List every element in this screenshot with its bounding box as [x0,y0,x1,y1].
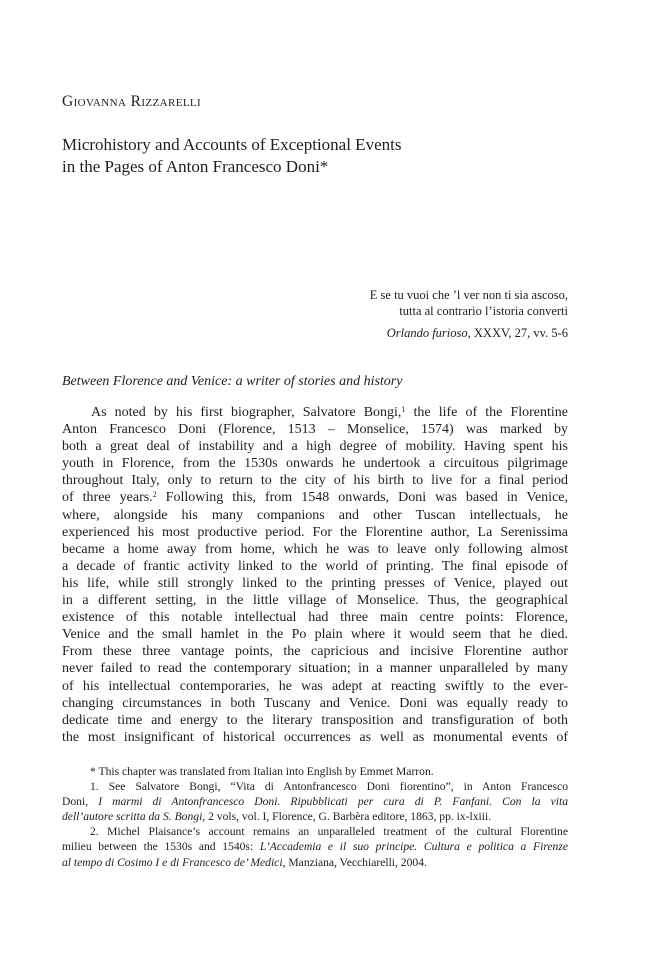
body-line: From these three vantage points, the capricious and incisive Florentine author [62,644,568,660]
chapter-title-line: in the Pages of Anton Francesco Doni* [62,157,329,176]
footnote-italic-run: I marmi di Antonfrancesco Doni. Ripubblicati per cura di P. Fanfani. Con la vita [98,795,569,809]
body-line: where, alongside his many companions and other Tuscan intellectuals, he [62,507,568,523]
footnote-text-run: , 2 vols, vol. I, Florence, G. Barbèra editore, 1863, pp. ix-lxiii. [202,810,492,824]
body-line: both a great deal of instability and a high degree of mobility. Having spent his [62,439,568,455]
epigraph [188,287,568,341]
footnote-1-line: 1. See Salvatore Bongi, “Vita di Antonfrancesco Doni fiorentino”, in Anton Francesco [90,780,568,794]
body-line: changing circumstances in both Tuscany and Venice. Doni was equally ready to [62,695,568,711]
body-line: experienced his most productive period. For the Florentine author, La Serenissima [62,524,568,540]
body-line: of his intellectual contemporaries, he was adept at reacting swiftly to the ever- [62,678,568,694]
footnote-ref: 1 [401,405,406,414]
body-line: throughout Italy, only to return to the city of his birth to live for a final period [62,473,568,489]
body-line: the most insignificant of historical occurrences as well as monumental events of [62,729,568,745]
footnote-text-run: , Manziana, Vecchiarelli, 2004. [282,855,427,869]
footnote-2-line: 2. Michel Plaisance’s account remains an unparalleled treatment of the cultural Florentine [90,825,568,839]
epigraph-line: tutta al contrario l’istoria converti [399,304,568,318]
epigraph-citation-work: Orlando furioso [386,326,468,340]
footnote-2-line [62,855,568,870]
footnote-1-line [62,809,568,824]
body-line: existence of this notable intellectual had three main centre points: Florence, [62,610,568,626]
chapter-author: Giovanna Rizzarelli [62,93,202,110]
body-text-run: of three years. [62,490,153,506]
section-heading: Between Florence and Venice: a writer of stories and history [62,374,403,389]
body-line: Venice and the small hamlet in the Po plain where it would seem that he died. [62,627,568,643]
footnote-italic-run: dell’autore scritta da S. Bongi [62,810,203,824]
footnote-ref: 2 [152,490,157,500]
epigraph-citation [188,325,568,341]
footnote-text-run: milieu between the 1530s and 1540s: [62,840,260,854]
body-line: never failed to read the contemporary situation; in a manner unparalleled by many [62,661,568,677]
body-paragraph [62,404,568,746]
body-text-run: As noted by his first biographer, Salvatore Bongi, [91,405,402,420]
footnote-1-line [62,794,568,809]
body-line: a decade of frantic activity linked to the world of printing. The final episode of [62,558,568,574]
footnote-italic-run: L’Accademia e il suo principe. Cultura e politica a Firenze [259,840,569,854]
body-line [62,404,568,421]
body-line: Anton Francesco Doni (Florence, 1513 – Monselice, 1574) was marked by [62,422,568,438]
footnote-italic-run: al tempo di Cosimo I e di Francesco de’ Medici [62,855,283,869]
epigraph-line: E se tu vuoi che ’l ver non ti sia ascoso, [369,288,568,302]
chapter-title-line: Microhistory and Accounts of Exceptional Events [62,135,402,154]
body-line [62,489,568,506]
body-text-run: Following this, from 1548 onwards, Doni was based in Venice, [156,490,568,506]
body-line: in a different setting, in the little village of Monselice. Thus, the geographical [62,593,568,609]
chapter-title [62,134,568,178]
body-line: became a home away from home, which he was to leave only following almost [62,541,568,557]
footnotes [62,764,568,870]
footnote-2-line [62,839,568,854]
epigraph-citation-reference: , XXXV, 27, vv. 5-6 [467,326,568,340]
body-line: dedicate time and energy to the literary transposition and transfiguration of both [62,712,568,728]
footnote-text-run: Doni, [62,795,99,809]
body-line: his life, while still strongly linked to the printing presses of Venice, played out [62,575,568,591]
body-line: youth in Florence, from the 1530s onwards he undertook a circuitous pilgrimage [62,456,568,472]
footnote-translation: * This chapter was translated from Italian into English by Emmet Marron. [90,765,434,778]
body-text-run: the life of the Florentine [405,405,569,420]
